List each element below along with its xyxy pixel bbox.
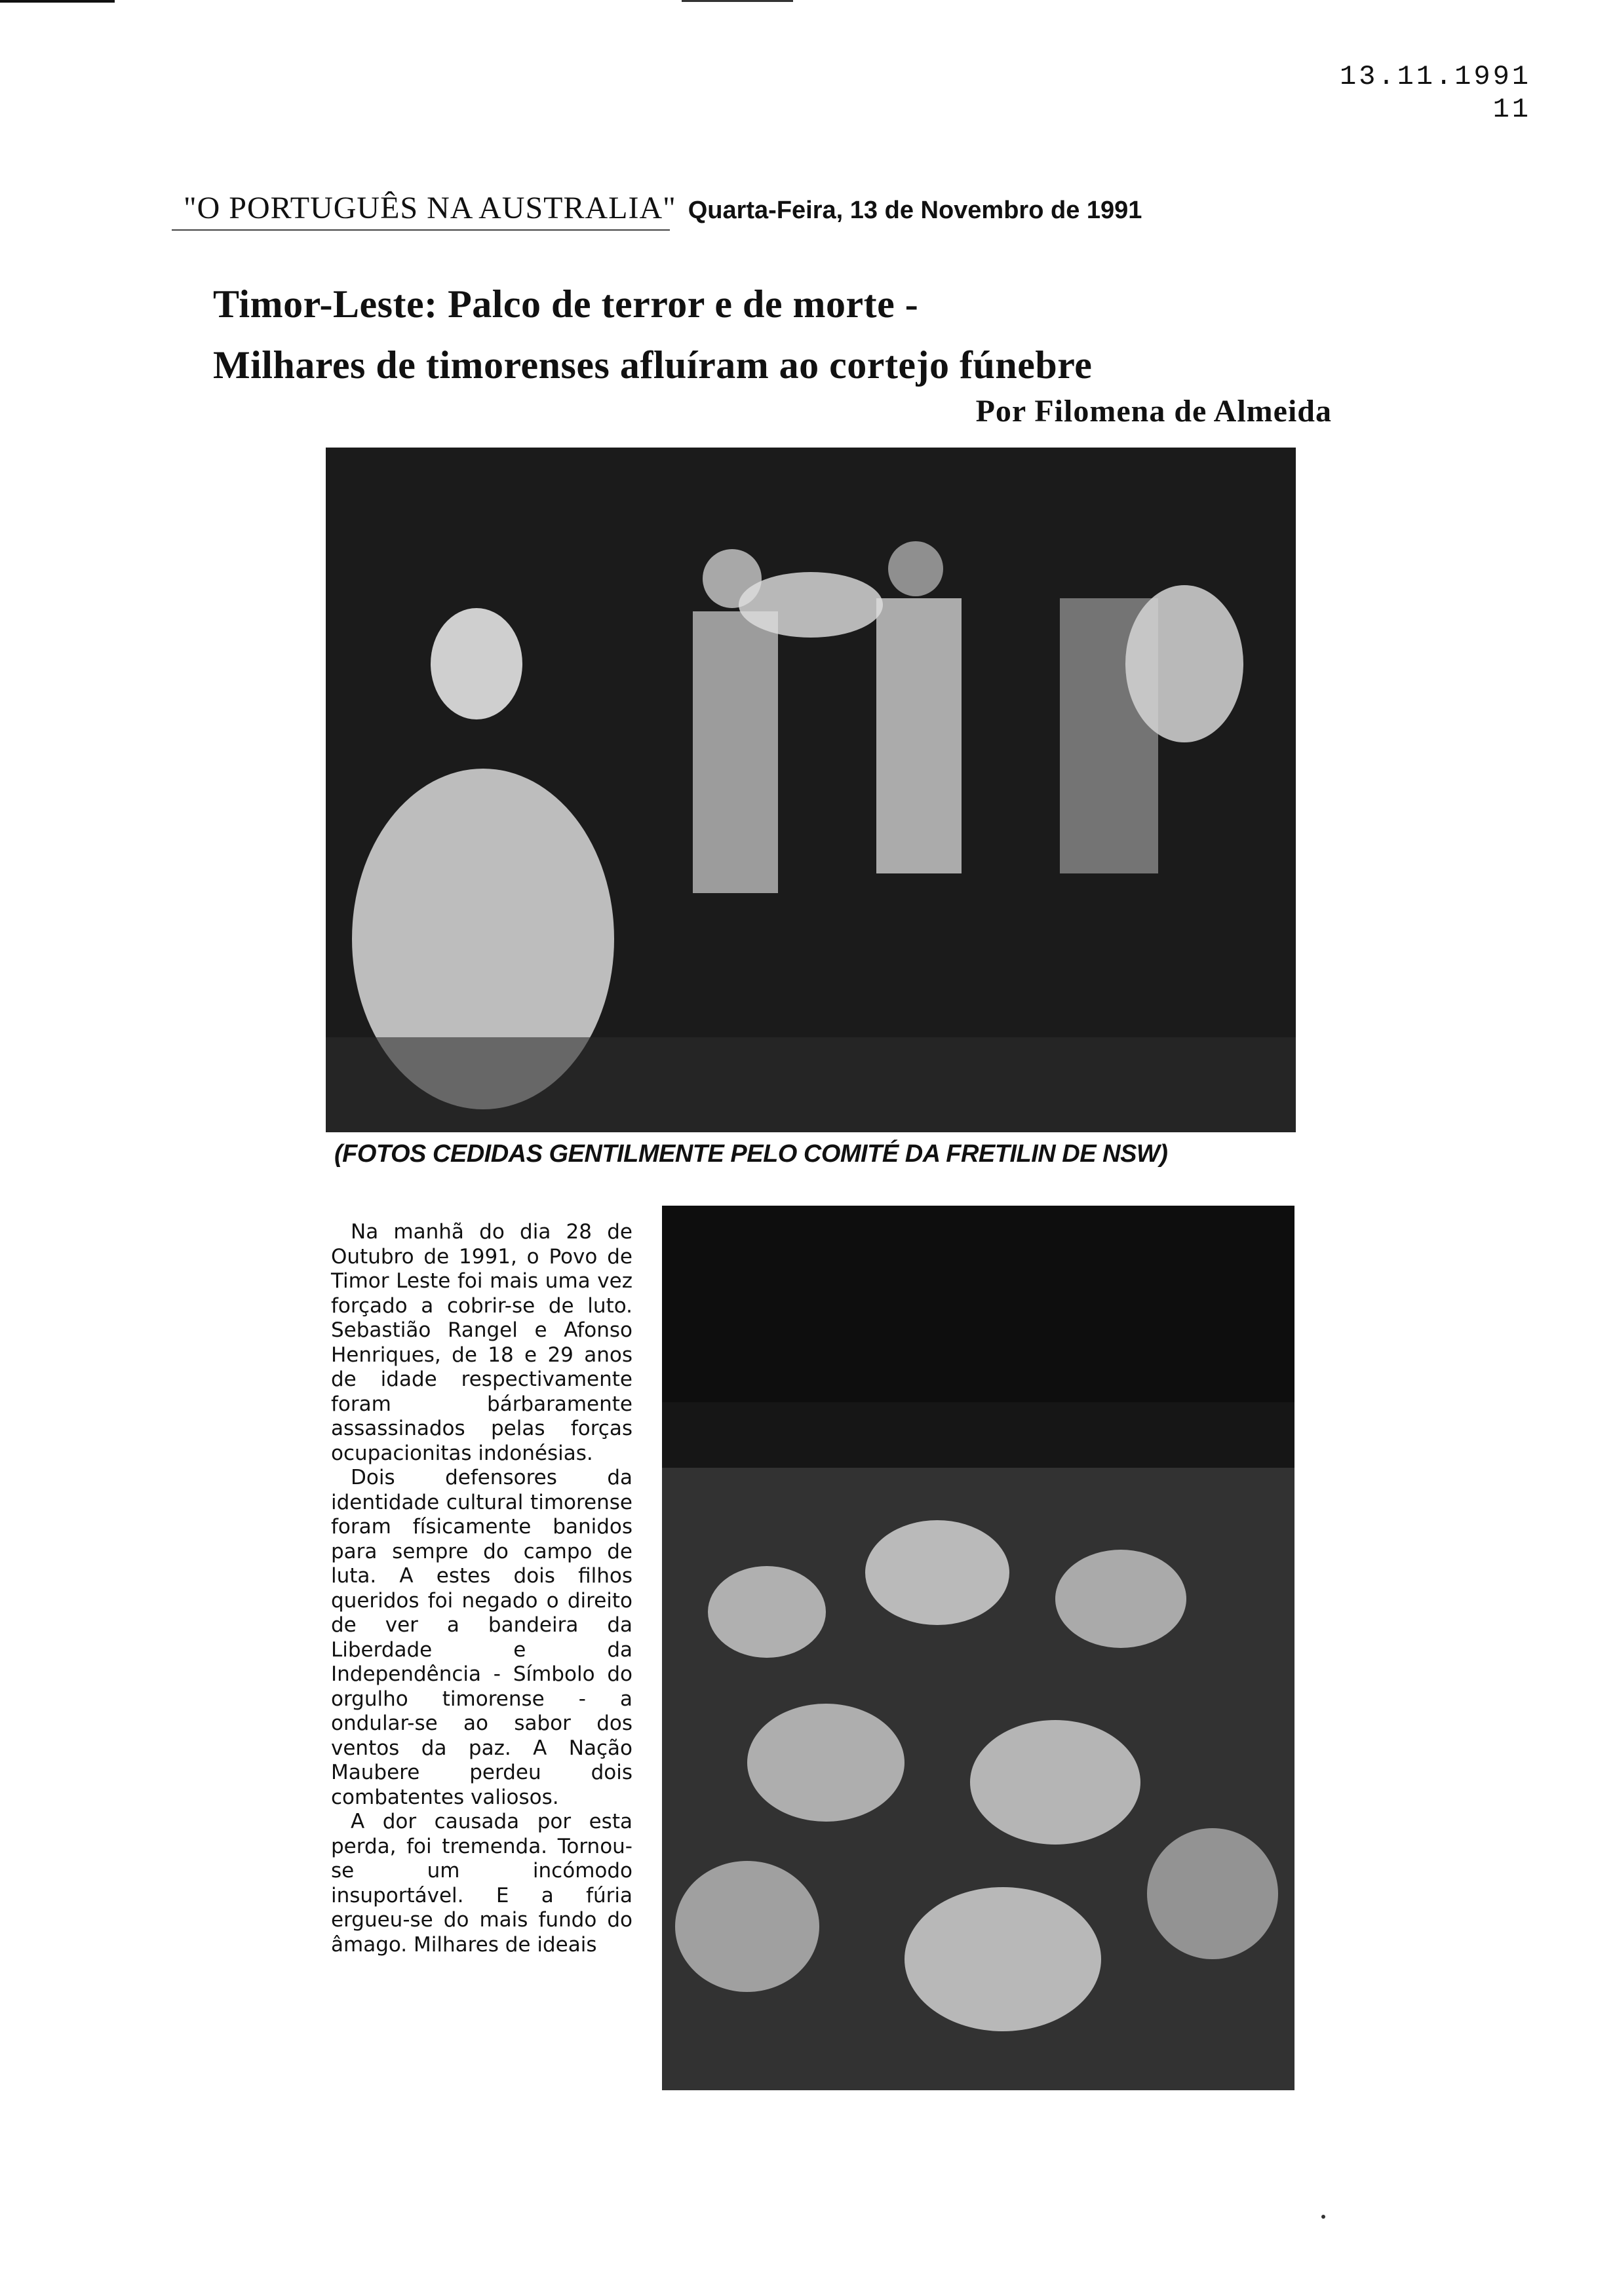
article-paragraph: Dois defensores da identidade cultural timorense foram físicamente banidos para sempre do campo de luta. A estes dois filhos queridos foi negado o direito de ver a bandeira da Liberdade e da Independência - Símbolo do orgulho timorense - a ondular-se ao sabor dos ventos da paz. A Nação Maubere perdeu dois combatentes valiosos. <box>331 1466 632 1809</box>
article-body <box>331 1220 632 1957</box>
newspaper-name: "O PORTUGUÊS NA AUSTRALIA" <box>184 191 676 225</box>
byline: Por Filomena de Almeida <box>975 394 1332 429</box>
scan-edge-mark <box>682 0 793 2</box>
stamp-page: 11 <box>1492 94 1531 125</box>
crowd-photo <box>662 1206 1294 2090</box>
stamp-date: 13.11.1991 <box>1339 61 1531 92</box>
masthead <box>184 190 1142 226</box>
scan-edge-mark <box>0 0 115 3</box>
masthead-rule <box>172 229 670 231</box>
archive-stamp <box>1340 60 1531 126</box>
article-paragraph: Na manhã do dia 28 de Outubro de 1991, o Povo de Timor Leste foi mais uma vez forçado a cobrir-se de luto. Sebastião Rangel e Afonso Henriques, de 18 e 29 anos de idade respectivamente foram bárbaramente assassinados pelas forças ocupacionitas indonésias. <box>331 1220 632 1465</box>
photo-caption: (FOTOS CEDIDAS GENTILMENTE PELO COMITÉ DA FRETILIN DE NSW) <box>334 1140 1168 1168</box>
scan-speck <box>1321 2215 1325 2219</box>
headline-line-2: Milhares de timorenses afluíram ao cortejo fúnebre <box>213 343 1093 387</box>
procession-photo <box>326 448 1296 1132</box>
headline-line-1: Timor-Leste: Palco de terror e de morte - <box>213 282 919 326</box>
article-paragraph: A dor causada por esta perda, foi tremenda. Tornou-se um incómodo insuportável. E a fúria ergueu-se do mais fundo do âmago. Milhares de ideais <box>331 1810 632 1957</box>
issue-date: Quarta-Feira, 13 de Novembro de 1991 <box>688 197 1142 224</box>
